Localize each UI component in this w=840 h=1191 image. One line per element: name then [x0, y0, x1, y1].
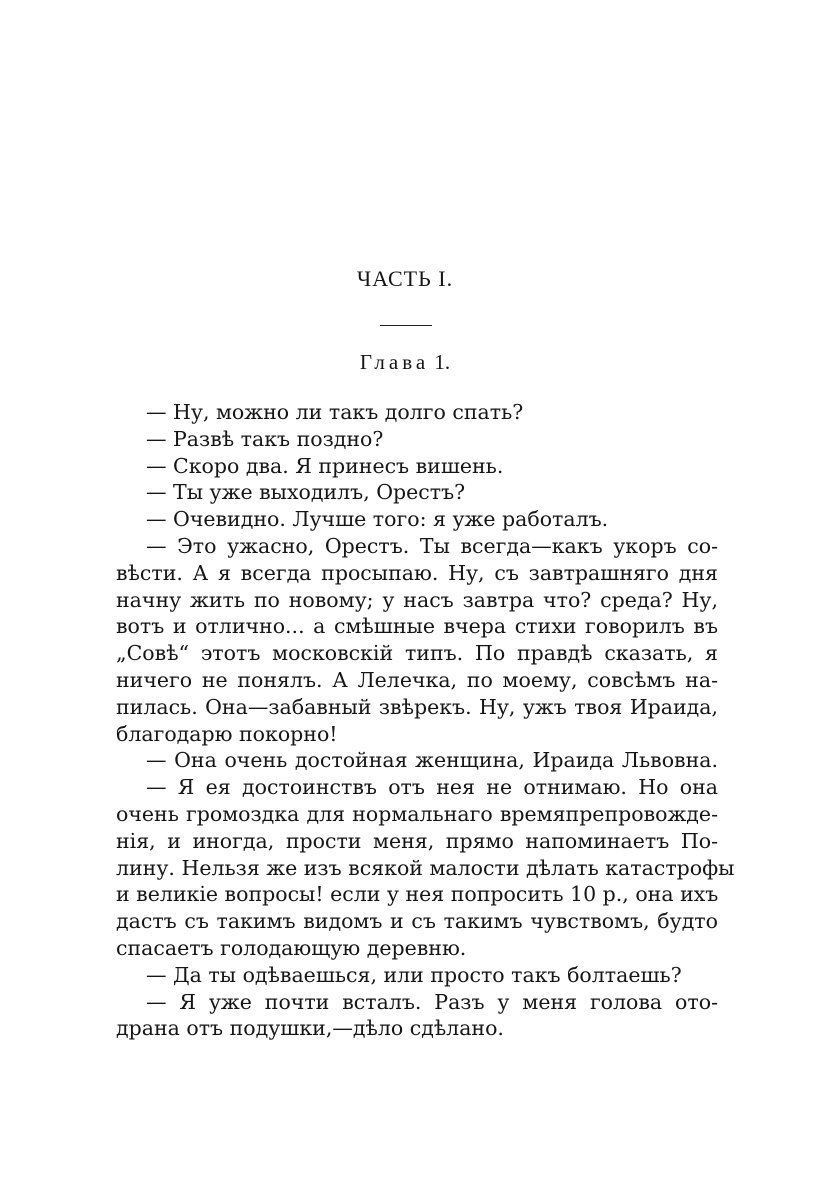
text-line: вотъ и отлично... а смѣшные вчера стихи говорилъ въ	[116, 614, 718, 639]
chapter-number: 1.	[434, 350, 451, 374]
text-line: вѣсти. А я всегда просыпаю. Ну, съ завтрашняго дня	[116, 560, 718, 585]
text-line: — Скоро два. Я принесъ вишень.	[146, 453, 504, 478]
text-line: — Я ея достоинствъ отъ нея не отнимаю. Но она	[146, 775, 718, 800]
chapter-label: Глава	[359, 350, 430, 374]
text-line: — Я уже почти всталъ. Разъ у меня голова ото-	[146, 989, 718, 1014]
text-line: нія, и иногда, прости меня, прямо напоминаетъ По-	[116, 828, 718, 853]
text-line: „Совѣ“ этотъ московскій типъ. По правдѣ сказать, я	[116, 641, 718, 666]
text-line: — Развѣ такъ поздно?	[146, 426, 384, 451]
text-line: — Это ужасно, Орестъ. Ты всегда—какъ укоръ со-	[146, 533, 718, 558]
text-line: — Ну, можно ли такъ долго спать?	[146, 400, 524, 424]
text-line: ничего не понялъ. А Лелечка, по моему, совсѣмъ на-	[116, 667, 718, 692]
text-line: и великіе вопросы! если у нея попросить 10 р., она ихъ	[116, 882, 719, 907]
text-line: — Очевидно. Лучше того: я уже работалъ.	[146, 507, 609, 532]
text-line: начну жить по новому; у насъ завтра что? среда? Ну,	[116, 587, 718, 612]
title-divider	[380, 325, 432, 326]
body-text	[116, 399, 735, 1042]
text-line: пилась. Она—забавный звѣрекъ. Ну, ужъ твоя Ираида,	[116, 694, 718, 719]
text-line: благодарю покорно!	[116, 721, 338, 746]
text-line: лину. Нельзя же изъ всякой малости дѣлать катастрофы	[116, 855, 735, 880]
text-line: — Она очень достойная женщина, Ираида Львовна.	[146, 748, 718, 773]
text-line: — Ты уже выходилъ, Орестъ?	[146, 480, 466, 505]
chapter-heading	[0, 350, 810, 375]
part-title: ЧАСТЬ I.	[356, 266, 454, 291]
text-line: дастъ съ такимъ видомъ и съ такимъ чувствомъ, будто	[116, 909, 718, 934]
text-line: спасаетъ голодающую деревню.	[116, 935, 467, 960]
text-line: — Да ты одѣваешься, или просто такъ болтаешь?	[146, 962, 682, 987]
text-line: очень громоздка для нормальнаго времяпрепровожде-	[116, 801, 718, 826]
text-line: драна отъ подушки,—дѣло сдѣлано.	[116, 1016, 504, 1041]
